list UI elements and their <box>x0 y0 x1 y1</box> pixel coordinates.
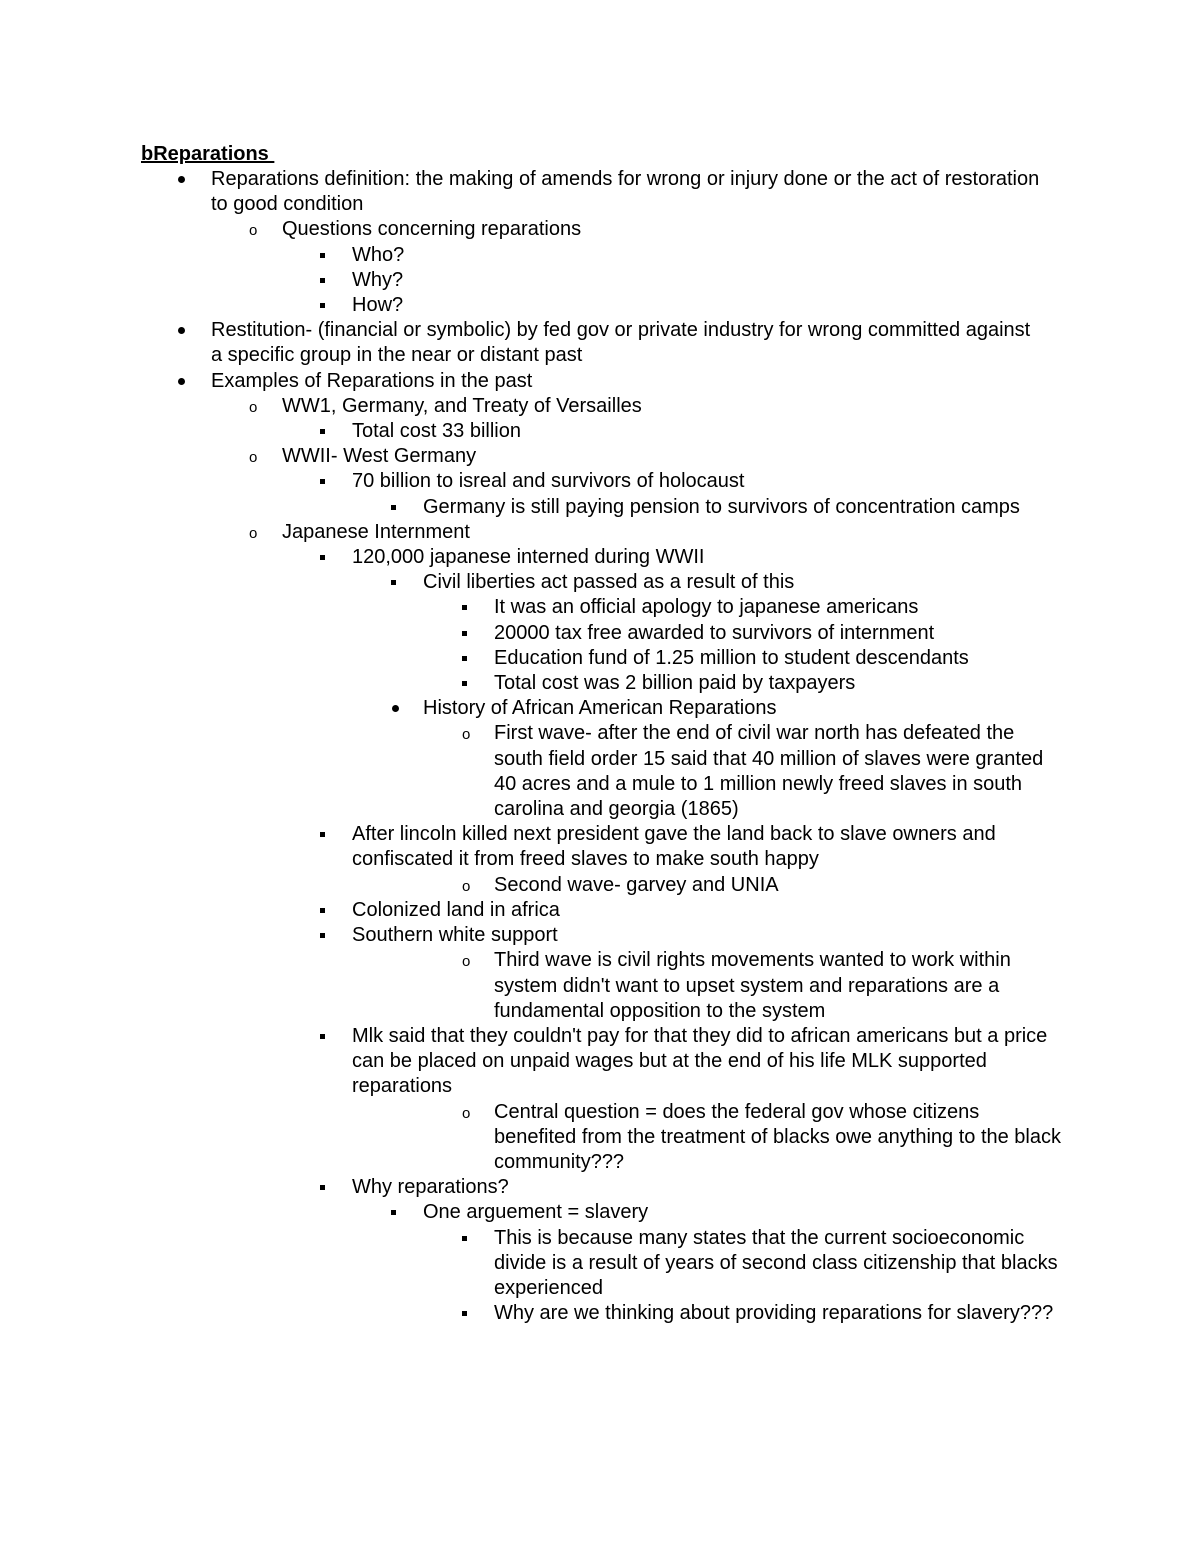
list-item-text: Civil liberties act passed as a result of this <box>423 571 795 594</box>
list-item-text: 20000 tax free awarded to survivors of internment <box>494 621 935 644</box>
disc-bullet-icon <box>388 696 408 721</box>
disc-bullet-icon <box>174 167 194 192</box>
list-item <box>0 495 1200 520</box>
document-title: bReparations <box>141 143 275 165</box>
list-item <box>0 167 1200 217</box>
list-item <box>0 469 1200 494</box>
list-item-text: Third wave is civil rights movements wanted to work within system didn't want to upset system and reparations are a fundamental opposition to the system <box>494 949 1011 1022</box>
square-bullet-icon <box>459 646 479 671</box>
square-bullet-icon <box>317 1024 337 1049</box>
circle-bullet-icon <box>246 394 266 419</box>
disc-bullet-icon <box>174 369 194 394</box>
list-item <box>0 1024 1200 1100</box>
circle-bullet-icon <box>459 1100 479 1125</box>
bullet-outline <box>0 167 1200 1326</box>
list-item-text: Why? <box>352 268 404 291</box>
list-item <box>0 570 1200 595</box>
list-item-text: Total cost was 2 billion paid by taxpayers <box>494 672 856 695</box>
list-item <box>0 1200 1200 1225</box>
list-item-text: Colonized land in africa <box>352 898 560 921</box>
circle-bullet-icon <box>459 948 479 973</box>
square-bullet-icon <box>459 671 479 696</box>
list-item <box>0 520 1200 545</box>
list-item-text: History of African American Reparations <box>423 697 777 720</box>
square-bullet-icon <box>388 1200 408 1225</box>
square-bullet-icon <box>317 923 337 948</box>
square-bullet-icon <box>459 595 479 620</box>
list-item-text: WWII- West Germany <box>282 445 477 468</box>
list-item <box>0 1301 1200 1326</box>
circle-bullet-icon <box>459 873 479 898</box>
list-item <box>0 646 1200 671</box>
list-item <box>0 721 1200 822</box>
square-bullet-icon <box>317 469 337 494</box>
list-item-text: 120,000 japanese interned during WWII <box>352 546 705 569</box>
list-item-text: Examples of Reparations in the past <box>211 369 533 392</box>
list-item <box>0 545 1200 570</box>
square-bullet-icon <box>317 243 337 268</box>
square-bullet-icon <box>388 495 408 520</box>
list-item <box>0 419 1200 444</box>
list-item <box>0 923 1200 948</box>
list-item-text: Reparations definition: the making of amends for wrong or injury done or the act of restoration to good condition <box>211 168 1040 216</box>
list-item <box>0 318 1200 368</box>
list-item <box>0 671 1200 696</box>
list-item-text: Why reparations? <box>352 1176 509 1199</box>
list-item-text: It was an official apology to japanese americans <box>494 596 919 619</box>
list-item-text: Why are we thinking about providing reparations for slavery??? <box>494 1302 1054 1325</box>
list-item-text: One arguement = slavery <box>423 1201 649 1224</box>
list-item <box>0 369 1200 394</box>
square-bullet-icon <box>459 1301 479 1326</box>
list-item-text: Mlk said that they couldn't pay for that they did to african americans but a price can be placed on unpaid wages but at the end of his life MLK supported reparations <box>352 1024 1048 1098</box>
list-item-text: After lincoln killed next president gave the land back to slave owners and confiscated it from freed slaves to make south happy <box>352 823 996 871</box>
list-item <box>0 243 1200 268</box>
square-bullet-icon <box>317 822 337 847</box>
list-item <box>0 1175 1200 1200</box>
list-item <box>0 217 1200 242</box>
square-bullet-icon <box>459 1226 479 1251</box>
list-item <box>0 1226 1200 1302</box>
circle-bullet-icon <box>246 520 266 545</box>
list-item-text: How? <box>352 294 404 317</box>
square-bullet-icon <box>317 419 337 444</box>
list-item <box>0 873 1200 898</box>
square-bullet-icon <box>317 293 337 318</box>
list-item <box>0 621 1200 646</box>
square-bullet-icon <box>388 570 408 595</box>
list-item-text: This is because many states that the current socioeconomic divide is a result of years of second class citizenship that blacks experienced <box>494 1226 1058 1299</box>
square-bullet-icon <box>317 545 337 570</box>
list-item <box>0 898 1200 923</box>
list-item <box>0 268 1200 293</box>
list-item <box>0 444 1200 469</box>
list-item-text: Who? <box>352 243 405 266</box>
list-item <box>0 394 1200 419</box>
list-item-text: Education fund of 1.25 million to student descendants <box>494 646 969 669</box>
circle-bullet-icon <box>459 721 479 746</box>
list-item-text: WW1, Germany, and Treaty of Versailles <box>282 394 642 417</box>
square-bullet-icon <box>317 1175 337 1200</box>
list-item <box>0 293 1200 318</box>
circle-bullet-icon <box>246 444 266 469</box>
square-bullet-icon <box>317 268 337 293</box>
list-item <box>0 948 1200 1024</box>
list-item <box>0 1100 1200 1176</box>
list-item <box>0 696 1200 721</box>
list-item-text: Japanese Internment <box>282 520 470 543</box>
list-item-text: Total cost 33 billion <box>352 420 521 443</box>
list-item-text: Restitution- (financial or symbolic) by fed gov or private industry for wrong committed against a specific group in the near or distant past <box>211 319 1031 367</box>
square-bullet-icon <box>459 621 479 646</box>
list-item-text: Southern white support <box>352 924 558 947</box>
square-bullet-icon <box>317 898 337 923</box>
list-item-text: First wave- after the end of civil war north has defeated the south field order 15 said that 40 million of slaves were granted 40 acres and a mule to 1 million newly freed slaves in south carolina and georgia (1865) <box>494 722 1044 821</box>
list-item <box>0 822 1200 872</box>
circle-bullet-icon <box>246 217 266 242</box>
list-item-text: Germany is still paying pension to survivors of concentration camps <box>423 495 1020 518</box>
list-item-text: Questions concerning reparations <box>282 218 582 241</box>
list-item <box>0 595 1200 620</box>
disc-bullet-icon <box>174 318 194 343</box>
list-item-text: Central question = does the federal gov whose citizens benefited from the treatment of blacks owe anything to the black community??? <box>494 1100 1061 1173</box>
list-item-text: 70 billion to isreal and survivors of holocaust <box>352 470 745 493</box>
list-item-text: Second wave- garvey and UNIA <box>494 873 779 896</box>
